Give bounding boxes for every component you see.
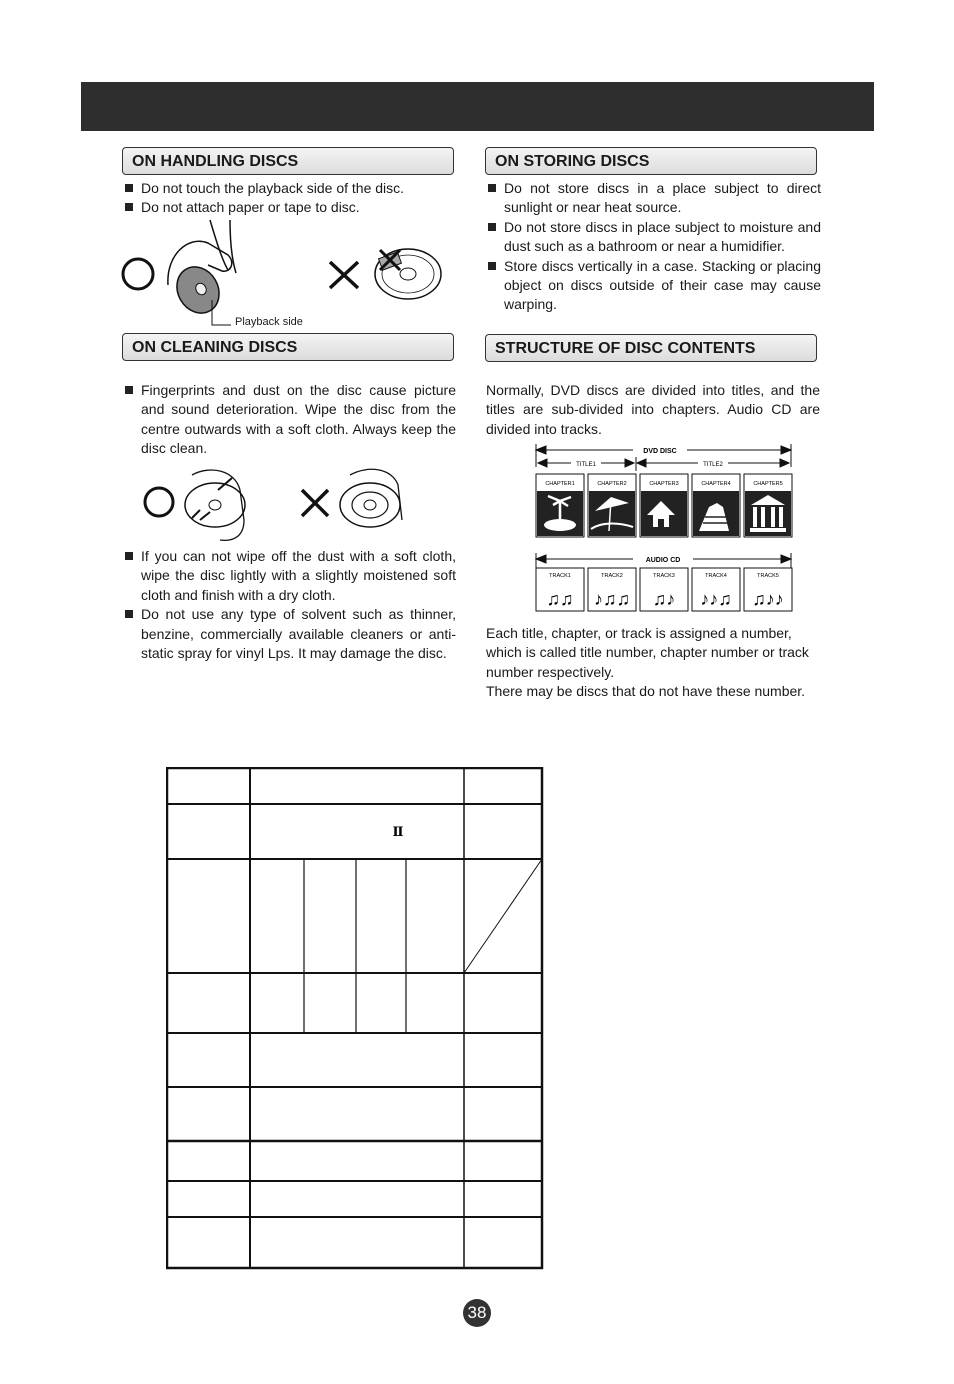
list-item: Do not store discs in place subject to moisture and dust such as a bathroom or near a humidifier. <box>486 218 821 257</box>
chapter-box <box>744 474 792 537</box>
svg-text:♫♪: ♫♪ <box>652 589 676 609</box>
list-item: Store discs vertically in a case. Stacking or placing object on discs outside of their case may cause warping. <box>486 257 821 315</box>
svg-text:♪♫♫: ♪♫♫ <box>594 589 630 609</box>
svg-text:CHAPTER4: CHAPTER4 <box>701 481 731 487</box>
list-item: Do not store discs in a place subject to direct sunlight or near heat source. <box>486 179 821 218</box>
storing-heading: ON STORING DISCS <box>485 147 817 175</box>
handling-list <box>123 179 457 218</box>
chapter-box <box>692 474 740 537</box>
correct-icon <box>145 488 173 516</box>
chapter-row <box>536 474 792 537</box>
list-item: Do not use any type of solvent such as thinner, benzine, commercially available cleaners or anti-static spray for vinyl Lps. It may damage the disc. <box>123 605 456 663</box>
handling-heading: ON HANDLING DISCS <box>122 147 454 175</box>
list-item: If you can not wipe off the dust with a soft cloth, wipe the disc lightly with a slightly moistened soft cloth and finish with a dry cloth. <box>123 547 456 605</box>
title-label: TITLE2 <box>703 462 723 468</box>
cleaning-heading: ON CLEANING DISCS <box>122 333 454 361</box>
disc-with-tape-icon <box>375 249 441 299</box>
svg-text:TRACK3: TRACK3 <box>653 573 675 579</box>
track-box <box>588 568 636 611</box>
track-box <box>744 568 792 611</box>
list-item: Do not touch the playback side of the disc. <box>123 179 457 198</box>
cleaning-list-top <box>123 381 456 459</box>
track-row <box>536 568 792 611</box>
list-item: Fingerprints and dust on the disc cause picture and sound deterioration. Wipe the disc from the centre outwards with a soft cloth. Always keep the disc clean. <box>123 381 456 459</box>
svg-text:♫♫: ♫♫ <box>546 589 574 609</box>
track-box <box>692 568 740 611</box>
title-label: TITLE1 <box>576 462 596 468</box>
structure-intro: Normally, DVD discs are divided into titles, and the titles are sub-divided into chapters. Audio CD are divided into tracks. <box>486 382 820 437</box>
structure-outro: Each title, chapter, or track is assigned a number, which is called title number, chapter number or track number respectively. <box>486 625 809 680</box>
wiping-disc-wrong-icon <box>340 469 402 527</box>
structure-heading: STRUCTURE OF DISC CONTENTS <box>485 334 817 362</box>
svg-text:CHAPTER2: CHAPTER2 <box>597 481 627 487</box>
svg-text:TRACK5: TRACK5 <box>757 573 779 579</box>
svg-text:CHAPTER3: CHAPTER3 <box>649 481 679 487</box>
wrong-icon <box>302 490 328 516</box>
list-item: Do not attach paper or tape to disc. <box>123 198 457 217</box>
chapter-box <box>536 474 584 537</box>
svg-text:CHAPTER1: CHAPTER1 <box>545 481 575 487</box>
cleaning-illustration <box>140 460 410 545</box>
hand-holding-disc-icon <box>168 220 236 321</box>
svg-text:♪♪♫: ♪♪♫ <box>700 589 732 609</box>
audio-cd-label: AUDIO CD <box>645 557 681 564</box>
wiping-disc-correct-icon <box>185 470 245 540</box>
playback-side-label: Playback side <box>235 316 303 328</box>
spec-table <box>166 767 546 1271</box>
structure-outro-note: There may be discs that do not have these number. <box>486 683 806 699</box>
disc-structure-diagram <box>533 441 797 616</box>
track-box <box>536 568 584 611</box>
wrong-icon <box>330 262 358 288</box>
svg-text:TRACK2: TRACK2 <box>601 573 623 579</box>
svg-text:CHAPTER5: CHAPTER5 <box>753 481 783 487</box>
chapter-box <box>588 474 636 537</box>
page-number: 38 <box>463 1299 491 1327</box>
table-symbol: Ⅱ <box>392 825 404 840</box>
header-bar <box>81 82 874 131</box>
svg-text:TRACK1: TRACK1 <box>549 573 571 579</box>
storing-list <box>486 179 821 315</box>
track-box <box>640 568 688 611</box>
svg-text:TRACK4: TRACK4 <box>705 573 727 579</box>
dvd-disc-label: DVD DISC <box>643 448 677 455</box>
correct-icon <box>123 259 153 289</box>
cleaning-list-bottom <box>123 547 456 663</box>
chapter-box <box>640 474 688 537</box>
svg-text:♫♪♪: ♫♪♪ <box>752 589 784 609</box>
